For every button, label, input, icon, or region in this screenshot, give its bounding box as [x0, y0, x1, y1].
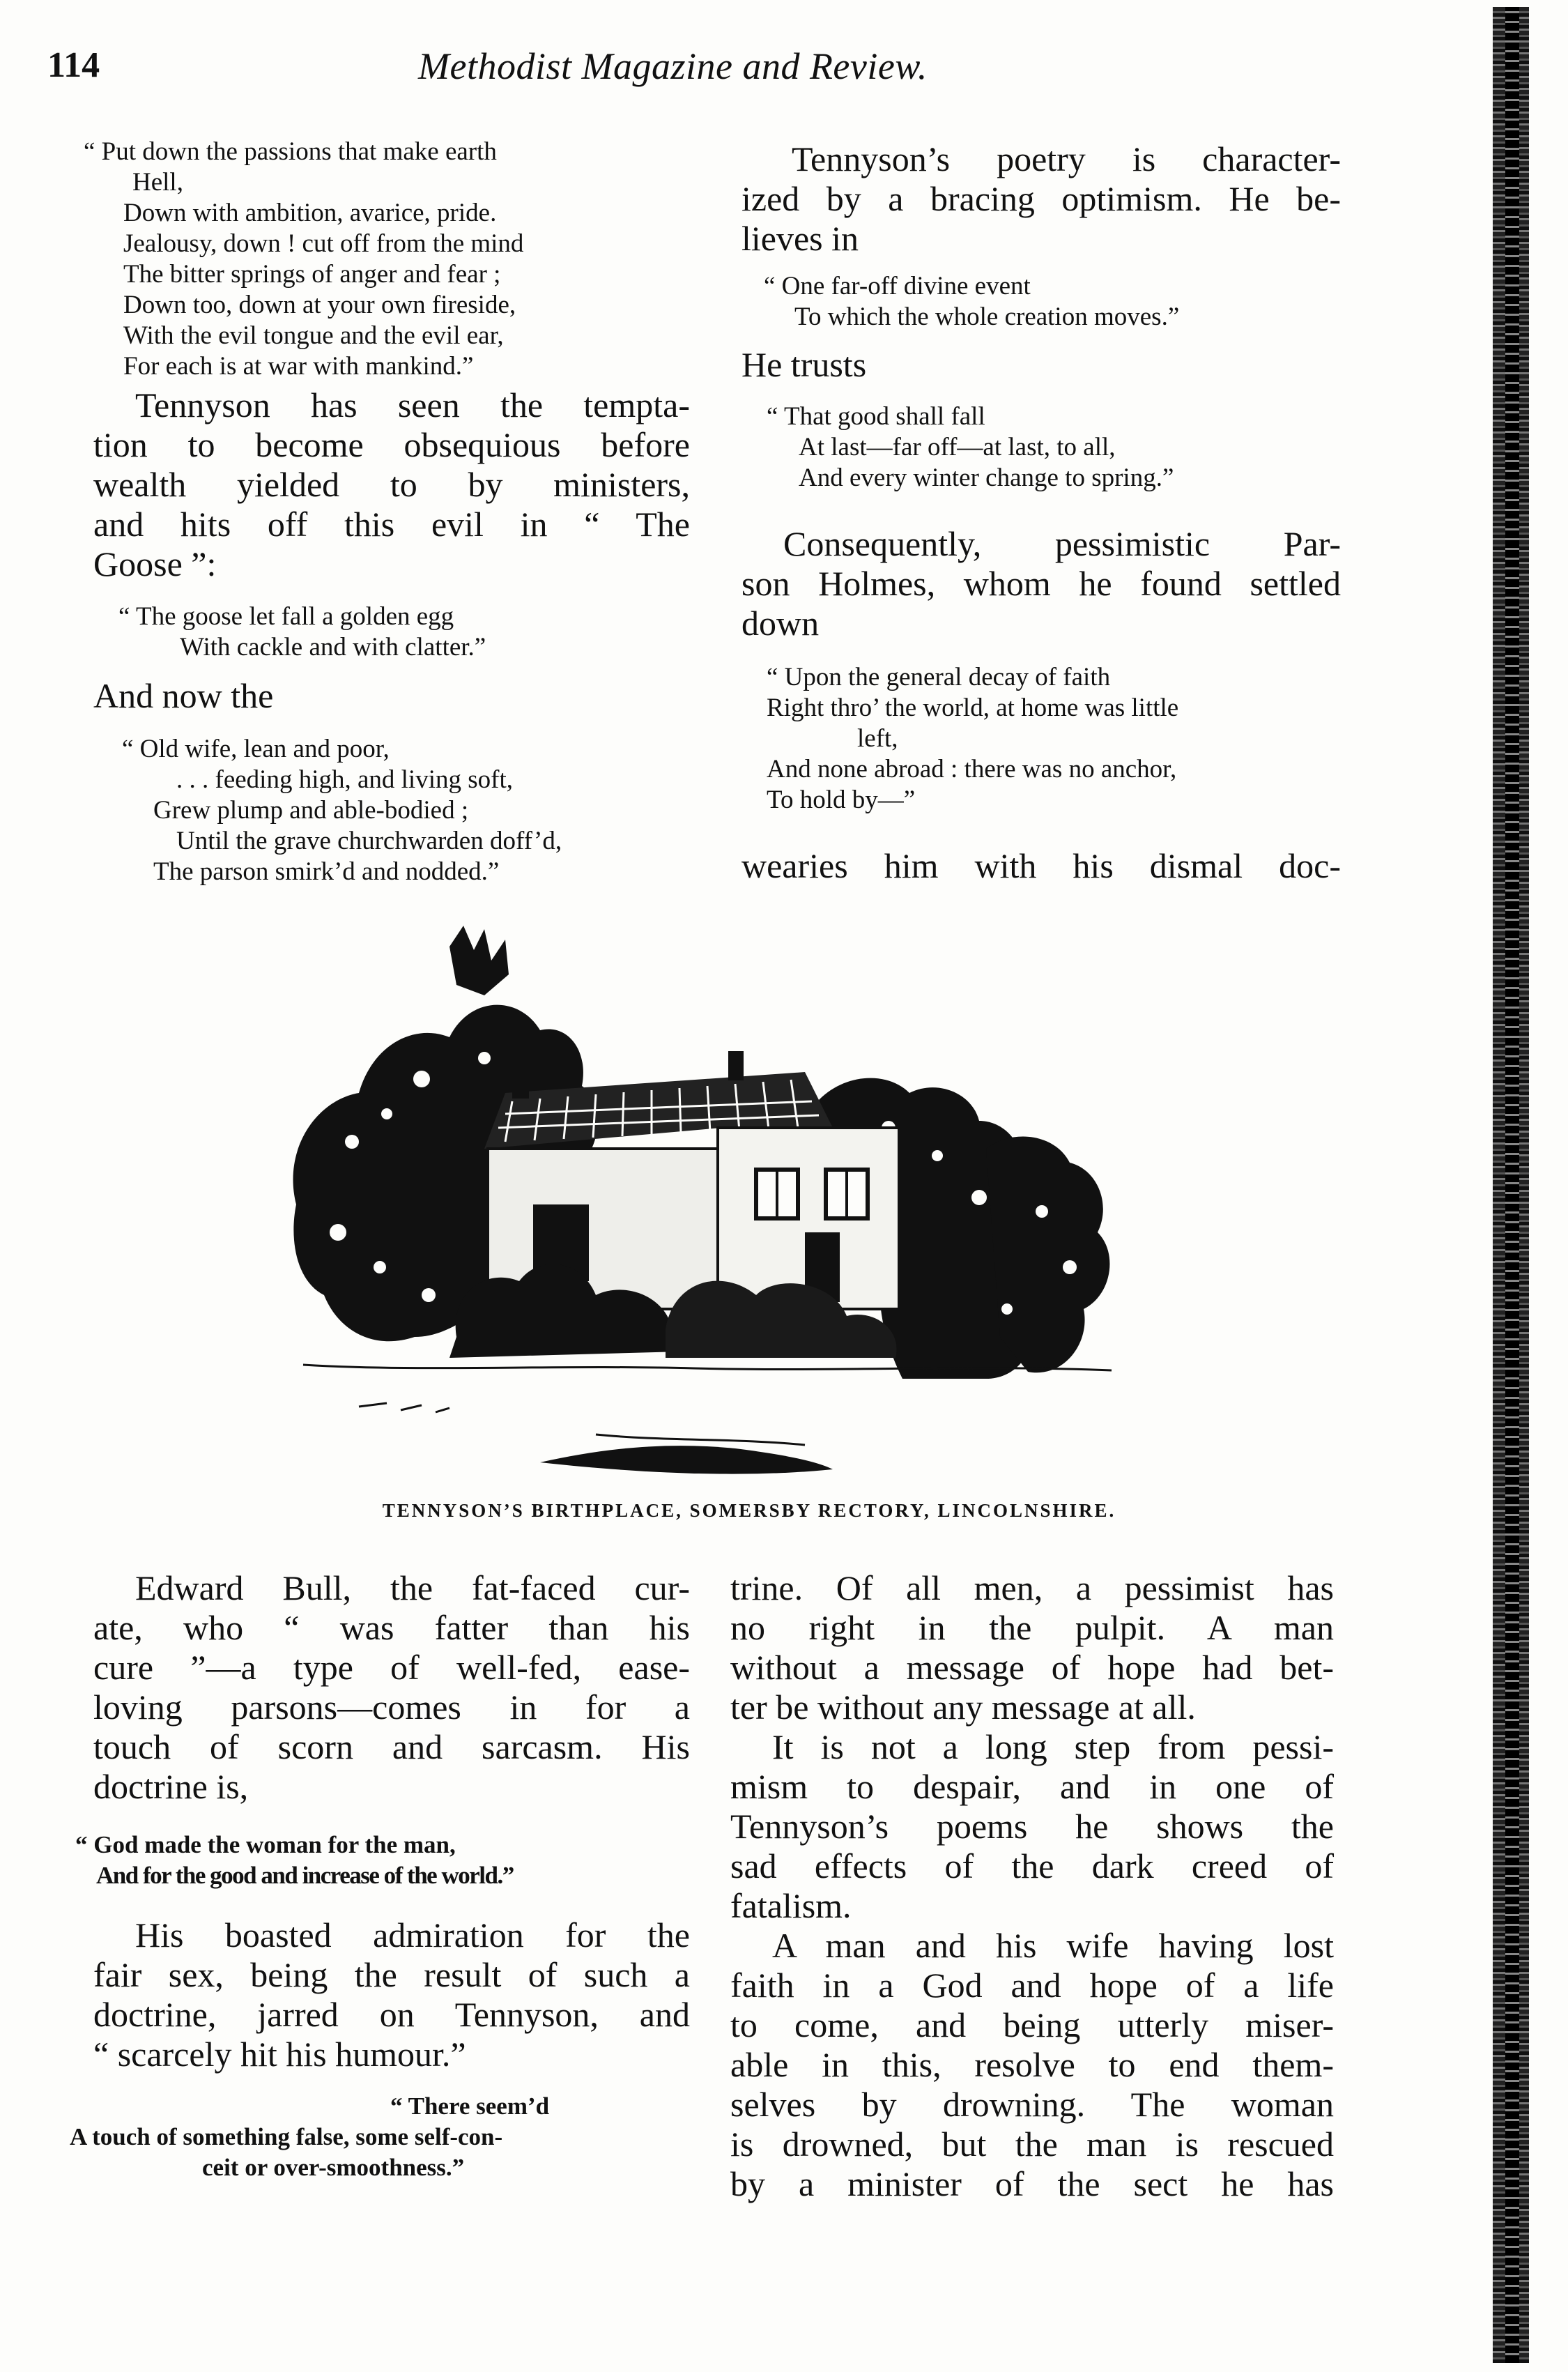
- paragraph-edward-bull: [93, 1568, 690, 1807]
- text-line: trine. Of all men, a pessimist has: [730, 1568, 1334, 1607]
- poem-line: Hell,: [132, 168, 183, 197]
- poem-line: “ That good shall fall: [767, 402, 985, 431]
- text-line: Tennyson’s poetry is character-: [792, 139, 1341, 178]
- poem-line: With cackle and with clatter.”: [180, 633, 486, 661]
- text-line: ized by a bracing optimism. He be-: [741, 179, 1341, 218]
- text-line: able in this, resolve to end them-: [730, 2045, 1334, 2084]
- text-line: Tennyson has seen the tempta-: [135, 385, 690, 424]
- text-line: cure ”—a type of well-fed, ease-: [93, 1648, 690, 1687]
- text-line: no right in the pulpit. A man: [730, 1608, 1334, 1647]
- poem-line: The parson smirk’d and nodded.”: [153, 857, 500, 886]
- text-line: ter be without any message at all.: [730, 1688, 1196, 1727]
- poem-line: A touch of something false, some self-con-: [70, 2123, 503, 2150]
- text-line: tion to become obsequious before: [93, 425, 690, 464]
- text-line: to come, and being utterly miser-: [730, 2005, 1334, 2044]
- text-line: lieves in: [741, 219, 859, 258]
- paragraph-pessimism-despair: [730, 1727, 1334, 1926]
- poem-line: “ Old wife, lean and poor,: [122, 735, 390, 763]
- paragraph-temptation: [93, 385, 690, 584]
- text-line: sad effects of the dark creed of: [730, 1846, 1334, 1885]
- text-line: wealth yielded to by ministers,: [93, 465, 690, 504]
- poem-line: And none abroad : there was no anchor,: [767, 755, 1177, 783]
- poem-line: “ Upon the general decay of faith: [767, 663, 1111, 691]
- text-line: His boasted admiration for the: [135, 1915, 690, 1954]
- text-line: “ scarcely hit his humour.”: [93, 2035, 466, 2074]
- poem-line: left,: [857, 724, 898, 753]
- poem-line: With the evil tongue and the evil ear,: [123, 321, 504, 350]
- text-line: Tennyson’s poems he shows the: [730, 1807, 1334, 1846]
- running-title: Methodist Magazine and Review.: [418, 45, 928, 87]
- poem-woman-for-man: [75, 1830, 702, 1891]
- poem-line: “ One far-off divine event: [764, 272, 1031, 300]
- poem-line: And for the good and increase of the world.”: [96, 1862, 514, 1889]
- poem-line: Down too, down at your own fireside,: [123, 291, 516, 319]
- poem-line: Down with ambition, avarice, pride.: [123, 199, 497, 227]
- text-line: loving parsons—comes in for a: [93, 1688, 690, 1727]
- poem-line: To hold by—”: [767, 786, 916, 814]
- paragraph-boasted-admiration: [93, 1915, 690, 2074]
- poem-line: ceit or over-smoothness.”: [202, 2154, 465, 2181]
- poem-line: At last—far off—at last, to all,: [799, 433, 1116, 461]
- rectory-engraving: [275, 919, 1202, 1485]
- text-line: and hits off this evil in “ The: [93, 505, 690, 544]
- paragraph-optimism: [741, 139, 1341, 259]
- poem-line: For each is at war with mankind.”: [123, 352, 474, 381]
- text-line: faith in a God and hope of a life: [730, 1966, 1334, 2005]
- text-line: son Holmes, whom he found settled: [741, 564, 1341, 603]
- text-line: Goose ”:: [93, 544, 217, 583]
- text-line: Consequently, pessimistic Par-: [783, 524, 1341, 563]
- text-line: without a message of hope had bet-: [730, 1648, 1334, 1687]
- paragraph-parson-holmes: [741, 524, 1341, 643]
- text-line: doctrine is,: [93, 1767, 249, 1806]
- poem-line: The bitter springs of anger and fear ;: [123, 260, 501, 289]
- paragraph-wearies: wearies him with his dismal doc-: [741, 846, 1341, 885]
- poem-put-down-passions: [84, 137, 711, 382]
- poem-line: “ God made the woman for the man,: [75, 1831, 456, 1858]
- paragraph-he-trusts: He trusts: [741, 345, 867, 384]
- poem-line: And every winter change to spring.”: [799, 464, 1174, 492]
- text-line: fatalism.: [730, 1886, 852, 1925]
- poem-the-goose: [118, 602, 676, 663]
- poem-line: “ Put down the passions that make earth: [84, 137, 497, 166]
- figure-caption: TENNYSON’S BIRTHPLACE, SOMERSBY RECTORY, LINCOLNSHIRE.: [382, 1500, 1116, 1521]
- poem-line: “ The goose let fall a golden egg: [118, 602, 454, 631]
- binding-shadow-inner: [1505, 7, 1519, 2363]
- poem-old-wife: [122, 734, 714, 887]
- paragraph-and-now-the: And now the: [93, 676, 274, 715]
- text-line: doctrine, jarred on Tennyson, and: [93, 1995, 690, 2034]
- text-line: fair sex, being the result of such a: [93, 1955, 690, 1994]
- poem-line: To which the whole creation moves.”: [794, 303, 1180, 331]
- text-line: is drowned, but the man is rescued: [730, 2125, 1334, 2164]
- poem-something-false: [70, 2091, 697, 2183]
- poem-good-shall-fall: [767, 401, 1366, 493]
- paragraph-man-and-wife: [730, 1926, 1334, 2204]
- text-line: touch of scorn and sarcasm. His: [93, 1727, 690, 1766]
- poem-line: Jealousy, down ! cut off from the mind: [123, 229, 524, 258]
- text-line: It is not a long step from pessi-: [772, 1727, 1334, 1766]
- poem-line: . . . feeding high, and living soft,: [176, 765, 513, 794]
- page-number: 114: [47, 45, 100, 85]
- text-line: ate, who “ was fatter than his: [93, 1608, 690, 1647]
- paragraph-pessimist-pulpit: [730, 1568, 1334, 1727]
- poem-line: Until the grave churchwarden doff’d,: [176, 827, 562, 855]
- text-line: down: [741, 604, 820, 643]
- poem-line: Right thro’ the world, at home was little: [767, 694, 1179, 722]
- text-line: selves by drowning. The woman: [730, 2085, 1334, 2124]
- text-line: A man and his wife having lost: [772, 1926, 1334, 1965]
- poem-line: Grew plump and able-bodied ;: [153, 796, 469, 825]
- poem-line: “ There seem’d: [390, 2092, 550, 2120]
- poem-divine-event: [764, 271, 1363, 332]
- text-line: Edward Bull, the fat-faced cur-: [135, 1568, 690, 1607]
- text-line: mism to despair, and in one of: [730, 1767, 1334, 1806]
- text-line: by a minister of the sect he has: [730, 2164, 1334, 2203]
- poem-decay-of-faith: [767, 662, 1366, 816]
